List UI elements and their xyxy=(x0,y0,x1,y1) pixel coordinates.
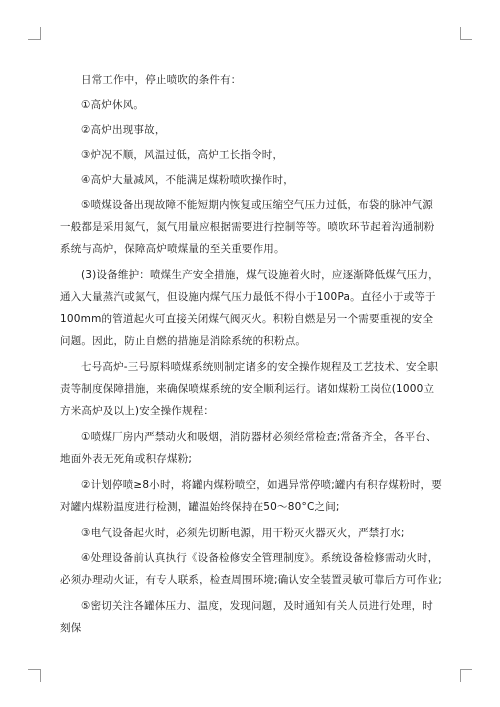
crop-mark-top-right xyxy=(460,27,461,40)
document-body xyxy=(60,69,442,643)
paragraph: ⑤密切关注各罐体压力、温度，发现问题，及时通知有关人员进行处理，时刻保 xyxy=(60,600,434,634)
paragraph: ③电气设备起火时，必须先切断电源，用干粉灭火器灭火，严禁打水; xyxy=(81,527,405,539)
crop-mark-bottom-right xyxy=(460,669,461,682)
paragraph: (3)设备维护：喷煤生产安全措施，煤气设施着火时，应逐渐降低煤气压力，通入大量蒸汽或氮气，但设施内煤气压力最低不得小于100Pa。直径小于或等于100mm的管道起火可直接关闭煤气阀灭火。积粉自燃是另一个需要重视的安全问题。因此，防止自燃的措施是消除系统的积粉点。 xyxy=(60,269,439,347)
paragraph: ④处理设备前认真执行《设备检修安全管理制度》。系统设备检修需动火时，必须办理动火证，有专人联系，检查周围环境;确认安全装置灵敏可靠后方可作业; xyxy=(60,552,442,586)
paragraph: 七号高炉-三号原料喷煤系统则制定诸多的安全操作规程及工艺技术、安全职责等制度保障措施，来确保喷煤系统的安全顺利运行。诸如煤粉工岗位(1000立方米高炉及以上)安全操作规程： xyxy=(60,361,439,417)
crop-mark-bottom-right xyxy=(460,669,472,670)
crop-mark-top-left xyxy=(40,27,41,40)
crop-mark-top-left xyxy=(28,39,40,40)
crop-mark-top-right xyxy=(460,39,472,40)
paragraph: ⑤喷煤设备出现故障不能短期内恢复或压缩空气压力过低，布袋的脉冲气源一般都是采用氮气，氮气用量应根据需要进行控制等等。喷吹环节起着沟通制粉系统与高炉，保障高炉喷煤量的至关重要作用。 xyxy=(60,199,435,255)
paragraph: 日常工作中，停止喷吹的条件有： xyxy=(81,74,242,86)
crop-mark-bottom-left xyxy=(28,669,40,670)
paragraph: ③炉况不顺，风温过低，高炉工长指令时， xyxy=(81,149,284,161)
paragraph: ①高炉休风。 xyxy=(81,99,145,111)
paragraph: ④高炉大量减风，不能满足煤粉喷吹操作时， xyxy=(81,174,294,186)
crop-mark-bottom-left xyxy=(40,669,41,682)
paragraph: ②计划停喷≥8小时，将罐内煤粉喷空，如遇异常停喷;罐内有积存煤粉时，要对罐内煤粉温度进行检测，罐温始终保持在50～80°C之间; xyxy=(60,479,442,513)
paragraph: ②高炉出现事故， xyxy=(81,124,166,136)
paragraph: ①喷煤厂房内严禁动火和吸烟，消防器材必须经常检查;常备齐全，各平台、地面外表无死角或积存煤粉; xyxy=(60,431,437,465)
